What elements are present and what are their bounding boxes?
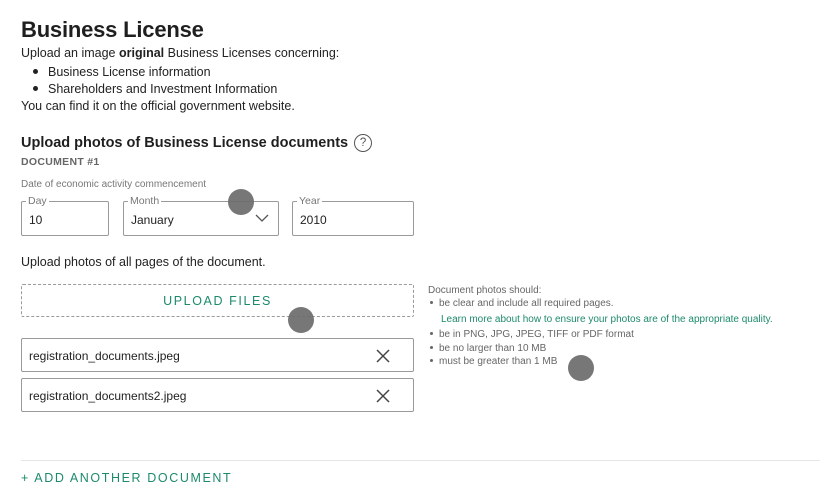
document-number: DOCUMENT #1 <box>21 156 100 168</box>
chevron-down-icon <box>254 210 270 226</box>
intro-text: Upload an image original Business Licenses concerning: <box>21 46 340 60</box>
upload-caption: Upload photos of all pages of the document. <box>21 255 266 269</box>
upload-files-button[interactable]: UPLOAD FILES <box>21 284 414 317</box>
quality-help-link[interactable]: Learn more about how to ensure your photos are of the appropriate quality. <box>441 314 773 325</box>
intro-bullet: Business License information <box>33 65 211 79</box>
section-title: Upload photos of Business License documents ? <box>21 134 372 152</box>
requirements-title: Document photos should: <box>428 285 542 296</box>
requirement-item: must be greater than 1 MB <box>430 356 557 367</box>
touch-indicator <box>228 189 254 215</box>
year-value: 2010 <box>300 213 327 227</box>
day-field[interactable] <box>21 195 109 236</box>
year-legend: Year <box>299 195 321 207</box>
day-value: 10 <box>29 213 43 227</box>
touch-indicator <box>568 355 594 381</box>
requirement-item: be clear and include all required pages. <box>430 298 614 309</box>
close-icon[interactable] <box>376 349 390 363</box>
date-caption: Date of economic activity commencement <box>21 179 207 190</box>
month-legend: Month <box>130 195 160 207</box>
add-another-document-button[interactable]: + ADD ANOTHER DOCUMENT <box>21 471 233 485</box>
file-name: registration_documents.jpeg <box>29 349 180 363</box>
file-item <box>21 378 414 412</box>
intro-bullet: Shareholders and Investment Information <box>33 82 277 96</box>
intro-note: You can find it on the official government website. <box>21 99 295 113</box>
day-legend: Day <box>28 195 47 207</box>
page-title: Business License <box>21 17 204 42</box>
divider <box>21 460 820 461</box>
file-item <box>21 338 414 372</box>
year-field[interactable] <box>292 195 414 236</box>
month-value: January <box>131 213 174 227</box>
requirement-item: be no larger than 10 MB <box>430 343 546 354</box>
close-icon[interactable] <box>376 389 390 403</box>
file-name: registration_documents2.jpeg <box>29 389 187 403</box>
requirement-item: be in PNG, JPG, JPEG, TIFF or PDF format <box>430 329 634 340</box>
month-select[interactable] <box>123 195 279 236</box>
help-icon[interactable]: ? <box>354 134 372 152</box>
touch-indicator <box>288 307 314 333</box>
